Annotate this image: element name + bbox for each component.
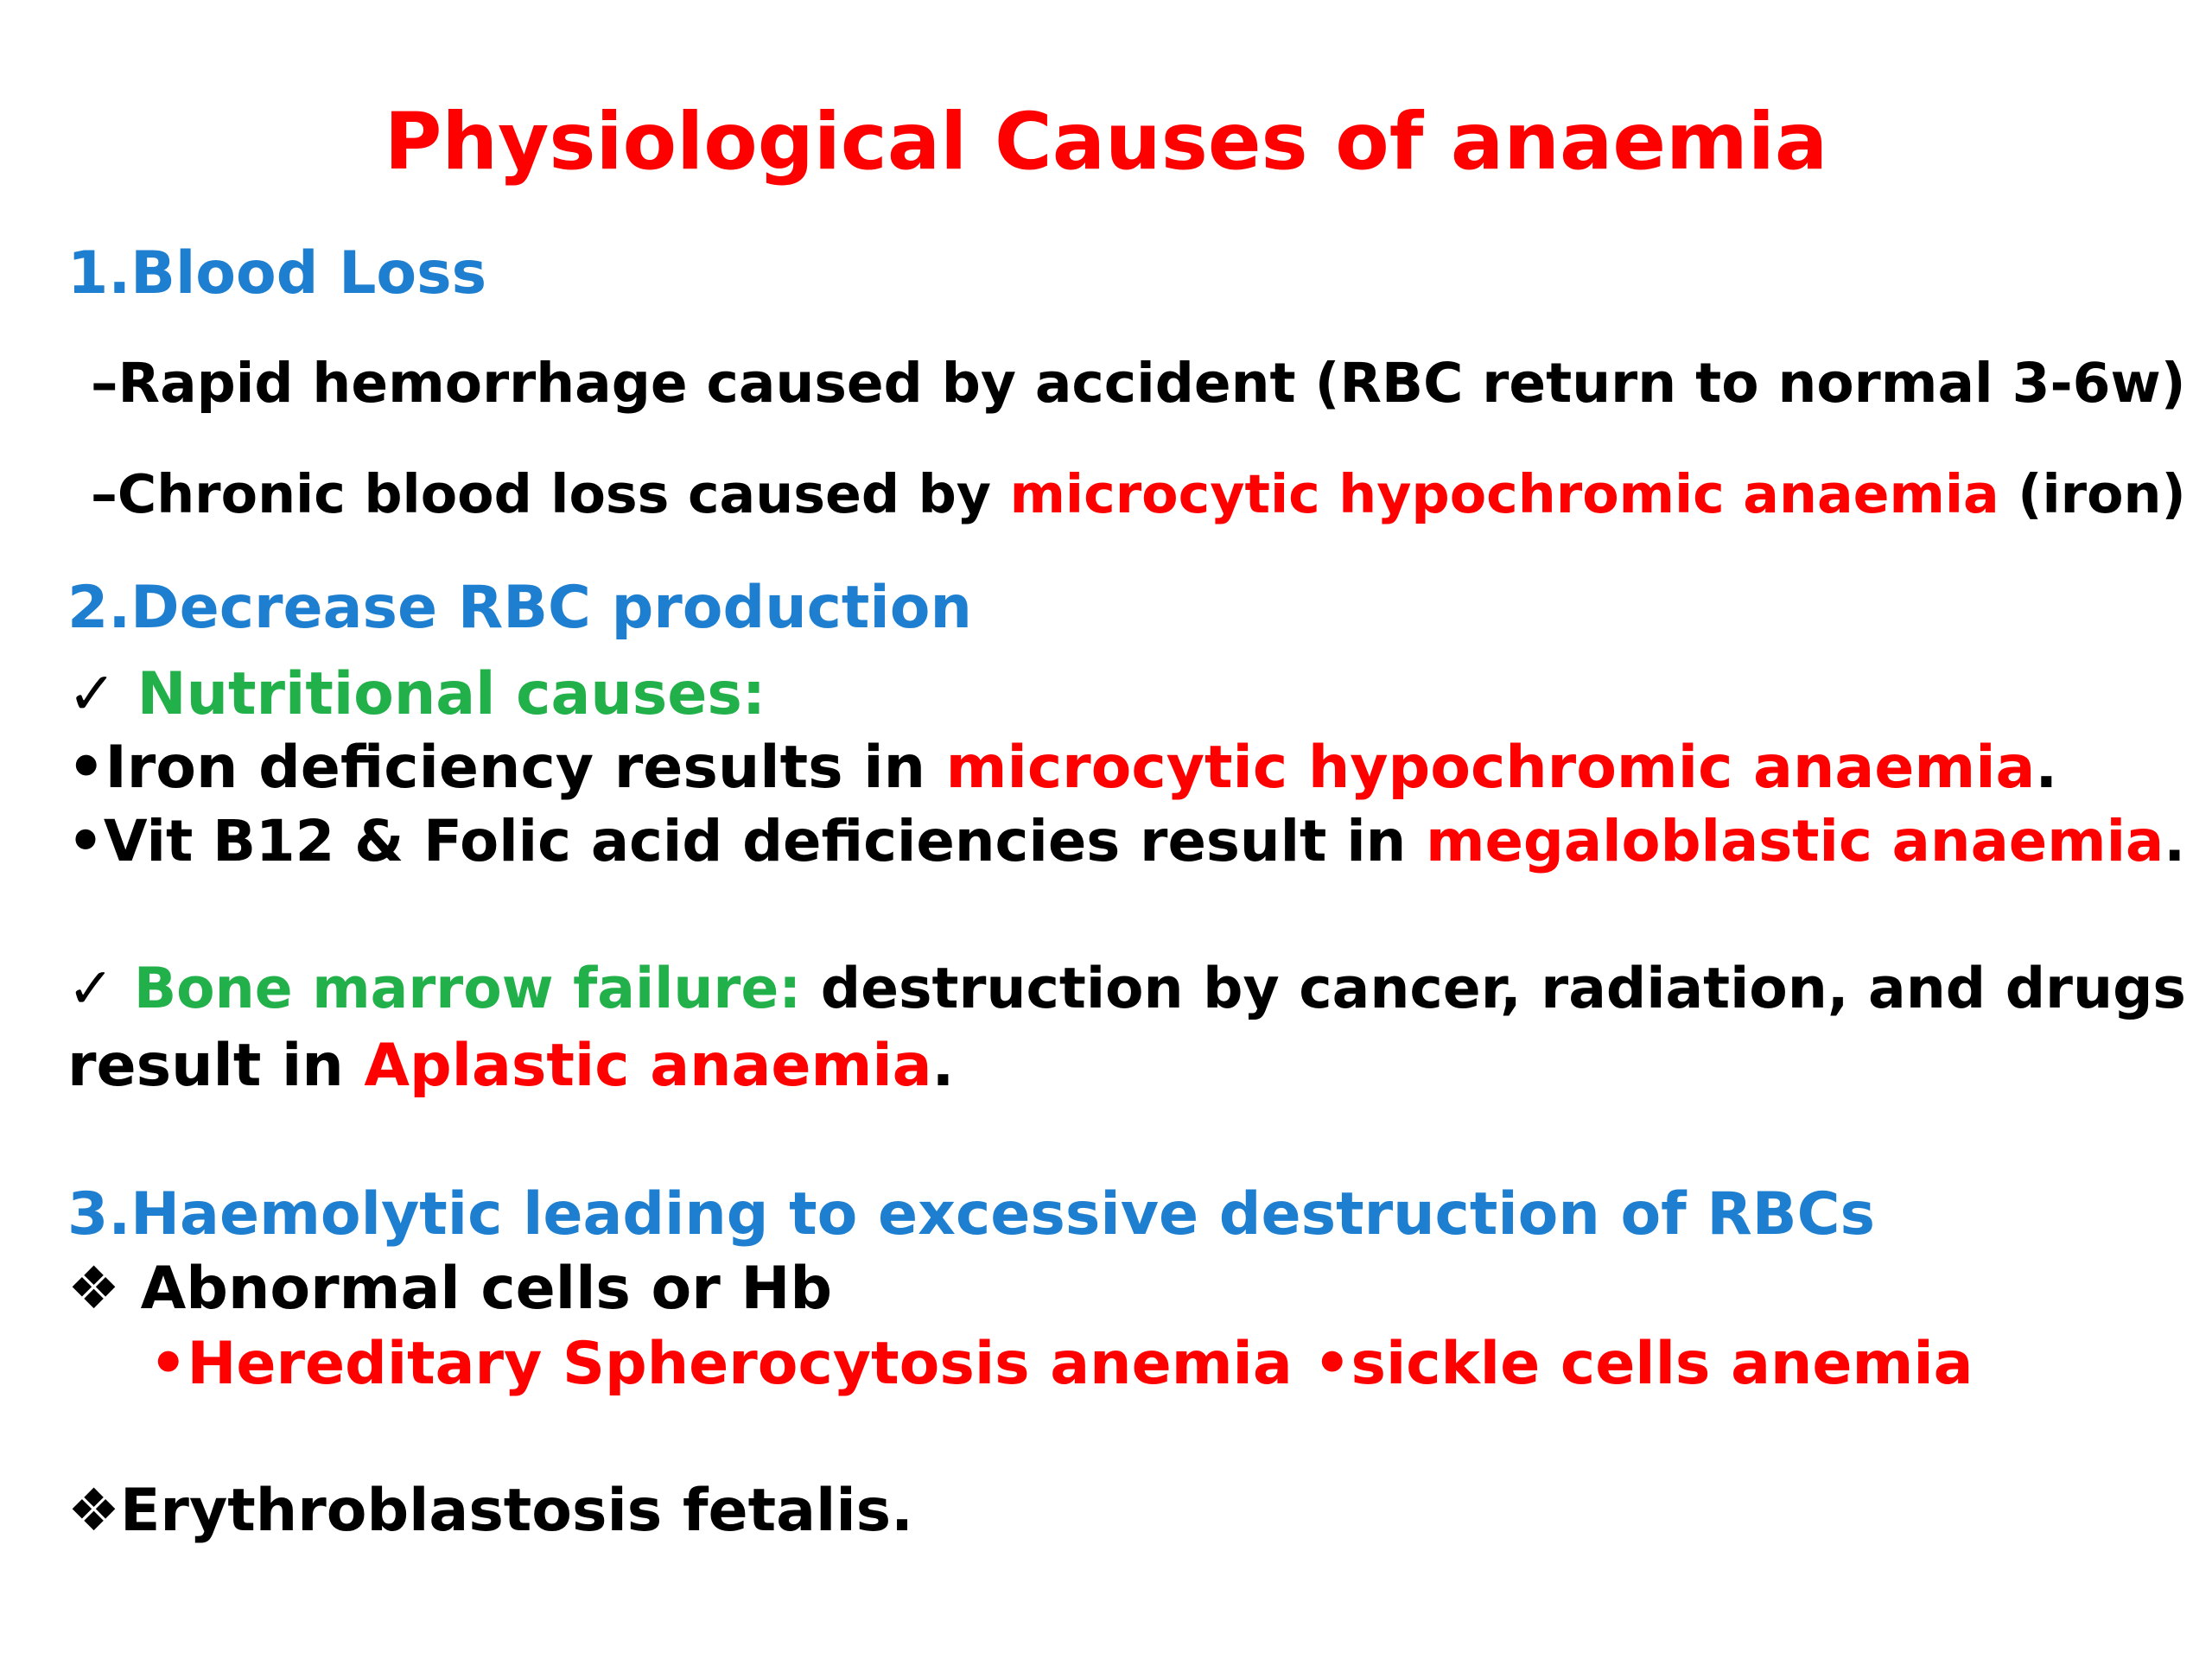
chronic-suffix: (iron) <box>1999 463 2186 525</box>
erythroblastosis-text: Erythroblastosis fetalis. <box>119 1477 913 1545</box>
chronic-blood-loss-line <box>91 463 2186 525</box>
iron-deficiency-line <box>67 734 2058 802</box>
hereditary-spherocytosis-item: •Hereditary Spherocytosis anemia <box>149 1330 1293 1398</box>
abnormal-cells-line <box>67 1255 833 1323</box>
checkmark-icon: ✓ <box>67 957 115 1021</box>
nutritional-label: Nutritional causes: <box>137 660 766 728</box>
b12-highlight: megaloblastic anaemia <box>1426 809 2164 874</box>
section-heading-haemolytic: 3.Haemolytic leading to excessive destruction of RBCs <box>67 1180 1875 1249</box>
vit-b12-line <box>67 809 2186 874</box>
chronic-highlight: microcytic hypochromic anaemia <box>1009 463 1999 525</box>
iron-suffix: . <box>2035 734 2058 802</box>
b12-prefix: •Vit B12 & Folic acid deficiencies result in <box>67 809 1427 874</box>
rapid-hemorrhage-line: –Rapid hemorrhage caused by accident (RBC return to normal 3-6w) <box>91 351 2186 415</box>
four-diamond-bullet-icon: ❖ <box>67 1255 120 1323</box>
chronic-prefix: –Chronic blood loss caused by <box>91 463 1010 525</box>
abnormal-text: Abnormal cells or Hb <box>140 1255 833 1323</box>
aplastic-prefix: result in <box>67 1032 365 1100</box>
bone-marrow-label: Bone marrow failure: <box>133 957 802 1021</box>
aplastic-line <box>67 1032 955 1100</box>
nutritional-causes-line <box>67 660 766 728</box>
section-heading-decrease-rbc: 2.Decrease RBC production <box>67 574 972 642</box>
aplastic-suffix: . <box>931 1032 955 1100</box>
iron-prefix: •Iron deficiency results in <box>67 734 946 802</box>
bone-marrow-text: destruction by cancer, radiation, and drugs <box>801 957 2186 1021</box>
slide-title: Physiological Causes of anaemia <box>384 97 1828 188</box>
b12-suffix: . <box>2164 809 2186 874</box>
sickle-cells-item: •sickle cells anemia <box>1313 1330 1974 1398</box>
erythroblastosis-line <box>67 1477 913 1545</box>
iron-highlight: microcytic hypochromic anaemia <box>945 734 2036 802</box>
checkmark-icon: ✓ <box>67 660 117 728</box>
bone-marrow-line <box>67 957 2186 1021</box>
four-diamond-bullet-icon: ❖ <box>67 1477 120 1545</box>
aplastic-highlight: Aplastic anaemia <box>364 1032 932 1100</box>
section-heading-blood-loss: 1.Blood Loss <box>67 239 487 308</box>
